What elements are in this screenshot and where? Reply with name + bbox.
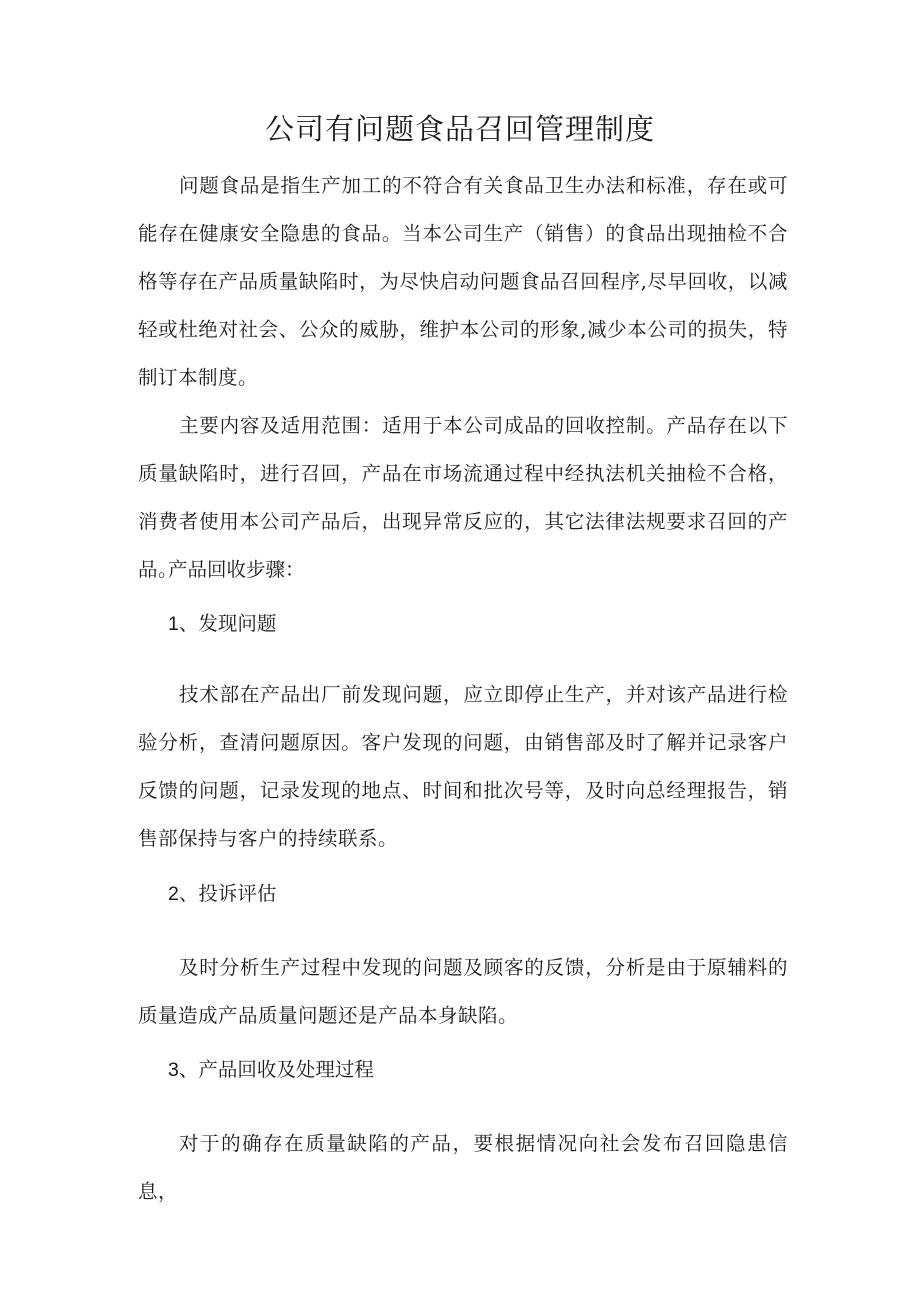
- intro-paragraph: 问题食品是指生产加工的不符合有关食品卫生办法和标准，存在或可能存在健康安全隐患的食品。当本公司生产（销售）的食品出现抽检不合格等存在产品质量缺陷时，为尽快启动问题食品召回程序,尽早回收，以减轻或杜绝对社会、公众的威胁，维护本公司的形象,减少本公司的损失，特制订本制度。: [138, 174, 788, 389]
- section-1-body: 技术部在产品出厂前发现问题，应立即停止生产，并对该产品进行检验分析，查清问题原因。客户发现的问题，由销售部及时了解并记录客户反馈的问题，记录发现的地点、时间和批次号等，及时向总经理报告，销售部保持与客户的持续联系。: [138, 683, 788, 850]
- scope-paragraph: 主要内容及适用范围：适用于本公司成品的回收控制。产品存在以下质量缺陷时，进行召回，产品在市场流通过程中经执法机关抽检不合格，消费者使用本公司产品后，出现异常反应的，其它法律法规要求召回的产品。: [138, 414, 788, 581]
- section-3-title: 、产品回收及处理过程: [178, 1058, 374, 1081]
- section-2-body: 及时分析生产过程中发现的问题及顾客的反馈，分析是由于原辅料的质量造成产品质量问题还是产品本身缺陷。: [138, 956, 788, 1027]
- steps-heading: 产品回收步骤：: [168, 558, 305, 581]
- section-3-heading: [168, 1046, 788, 1094]
- section-2-heading: [168, 870, 788, 918]
- section-2-number: 2: [168, 883, 179, 905]
- section-1-title: 、发现问题: [178, 612, 277, 635]
- section-1-heading: [168, 600, 788, 648]
- section-1-number: 1: [168, 613, 179, 635]
- section-2-title: 、投诉评估: [178, 882, 277, 905]
- document-title: 公司有问题食品召回管理制度: [264, 112, 655, 146]
- section-3-body: 对于的确存在质量缺陷的产品，要根据情况向社会发布召回隐患信息，: [138, 1132, 788, 1203]
- section-3-number: 3: [168, 1059, 179, 1081]
